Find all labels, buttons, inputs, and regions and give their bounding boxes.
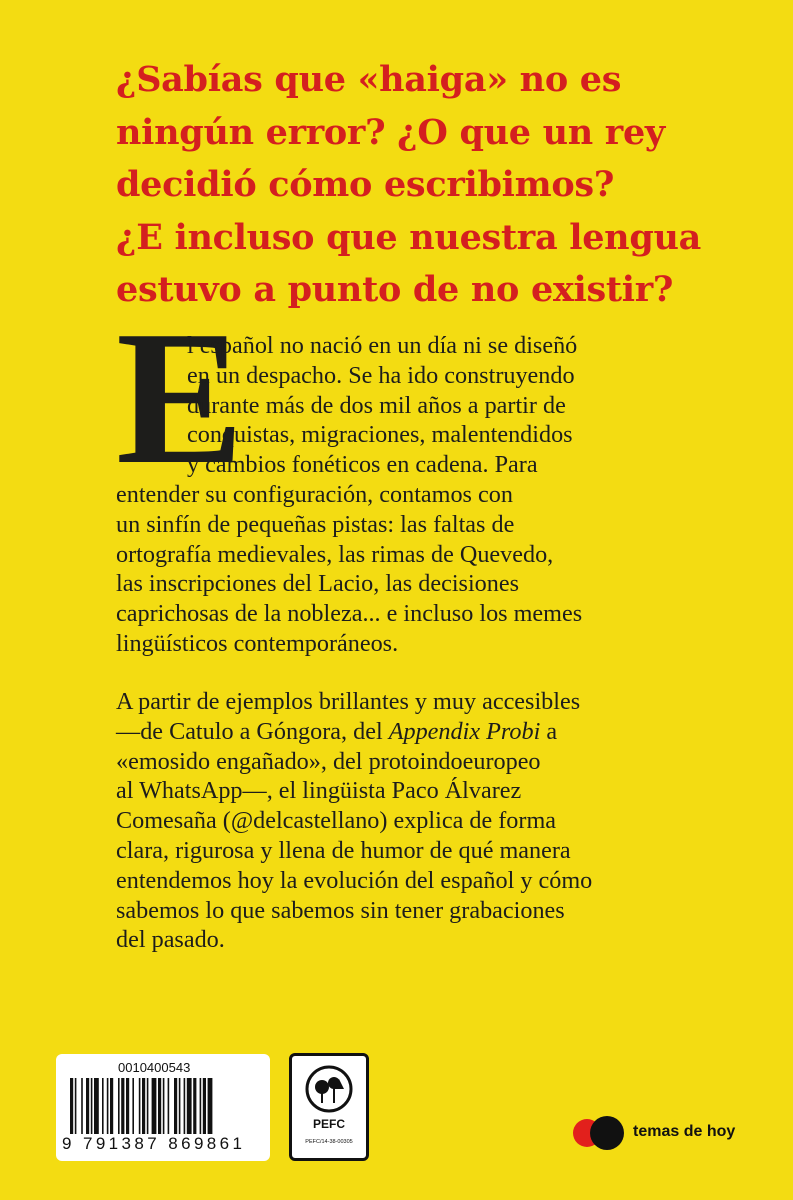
second-line-2 — [116, 717, 736, 747]
intro-line-8: ortografía medievales, las rimas de Quevedo, — [116, 540, 554, 568]
headline-line-4: ¿E incluso que nuestra lengua — [116, 216, 702, 258]
intro-line-9: las inscripciones del Lacio, las decisiones — [116, 570, 520, 598]
headline-line-2: ningún error? ¿O que un rey — [116, 111, 665, 153]
headline-line-1: ¿Sabías que «haiga» no es — [116, 59, 622, 100]
drop-cap: E — [116, 291, 245, 504]
intro-line-5: y cambios fonéticos en cadena. Para — [187, 451, 538, 479]
second-line-7: entendemos hoy la evolución del español y cómo — [116, 866, 593, 894]
second-line-9: del pasado. — [116, 926, 225, 954]
intro-line-3: durante más de dos mil años a partir de — [187, 391, 566, 419]
second-line-4: al WhatsApp—, el lingüista Paco Álvarez — [116, 777, 522, 805]
second-line-6: clara, rigurosa y llena de humor de qué manera — [116, 836, 571, 864]
pefc-code: PEFC/14-38-00305 — [305, 1139, 353, 1145]
pefc-trees-icon — [304, 1065, 354, 1113]
second-line-5: Comesaña (@delcastellano) explica de forma — [116, 807, 556, 835]
intro-line-2: en un despacho. Se ha ido construyendo — [187, 361, 575, 389]
barcode-icon — [70, 1078, 262, 1134]
second-line-3: «emosido engañado», del protoindoeuropeo — [116, 747, 541, 775]
headline-line-3: decidió cómo escribimos? — [116, 164, 615, 205]
intro-line-11: lingüísticos contemporáneos. — [116, 629, 399, 657]
second-line-2-a: —de Catulo a Góngora, del — [116, 717, 389, 745]
intro-line-4: conquistas, migraciones, malentendidos — [187, 421, 573, 449]
second-line-2-c: a — [540, 717, 558, 745]
second-paragraph — [116, 687, 736, 955]
appendix-probi-title: Appendix Probi — [388, 717, 541, 745]
headline — [116, 54, 766, 317]
temas-de-hoy-logo-icon — [571, 1115, 627, 1155]
intro-line-7: un sinfín de pequeñas pistas: las faltas de — [116, 510, 515, 538]
intro-line-1: l español no nació en un día ni se diseñó — [187, 332, 578, 359]
publisher-name: temas de hoy — [633, 1123, 736, 1140]
second-line-1: A partir de ejemplos brillantes y muy accesibles — [116, 688, 581, 715]
second-line-8: sabemos lo que sabemos sin tener grabaciones — [116, 896, 565, 924]
barcode-top-number: 0010400543 — [118, 1060, 191, 1075]
intro-line-10: caprichosas de la nobleza... e incluso los memes — [116, 600, 583, 628]
headline-line-5: estuvo a punto de no existir? — [116, 269, 674, 310]
intro-paragraph — [116, 331, 716, 659]
pefc-label: PEFC — [312, 1117, 345, 1131]
barcode-bottom-number: 9 791387 869861 — [62, 1134, 246, 1153]
intro-line-6: entender su configuración, contamos con — [116, 480, 513, 508]
